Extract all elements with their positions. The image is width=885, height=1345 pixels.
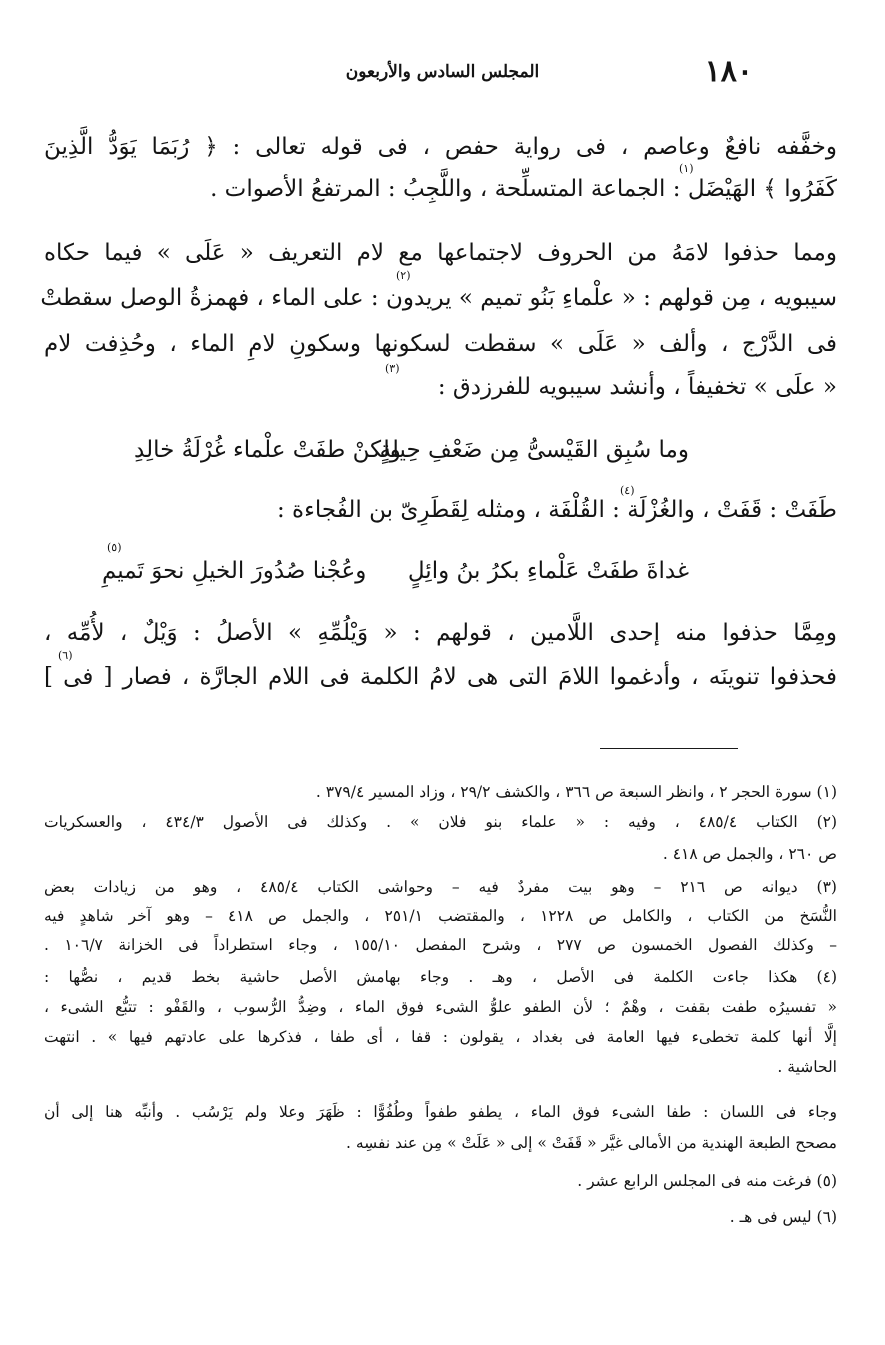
footnote-marker: (٢) (396, 269, 411, 282)
footnote-line: مصحح الطبعة الهندية من الأمالى غيَّر « قَفَتْ » إلى « عَلَتْ » مِن عند نفسِه . (346, 1134, 837, 1152)
footnote-marker: (٤) (620, 484, 635, 497)
footnote-line: (٥) فرغت منه فى المجلس الرابع عشر . (577, 1172, 837, 1190)
body-line: فى الدَّرْج ، وألف « عَلَى » سقطت لسكونها وسكونِ لامِ الماء ، وحُذِفت لام (44, 331, 837, 357)
footnote-line: الحاشية . (777, 1058, 837, 1076)
page-header (40, 52, 845, 92)
body-line: سيبويه ، مِن قولهم : « علْماءِ بَنُو تميم » يريدون : على الماء ، فهمزةُ الوصل سقطتْ (40, 285, 837, 311)
footnote-line: النُّسَخ من الكتاب ، والكامل ص ١٢٢٨ ، والمقتضب ٢٥١/١ ، والجمل ص ٤١٨ – وهو آخر شاهدٍ فيه (44, 907, 837, 925)
footnote-separator (600, 748, 738, 749)
verse-hemistich-right: غداةَ طفَتْ عَلْماءِ بكرُ بنُ وائِلٍ (407, 558, 689, 584)
body-line: وخفَّفه نافعٌ وعاصم ، فى رواية حفص ، فى قوله تعالى : ﴿ رُبَمَا يَوَدُّ الَّذِينَ (44, 134, 838, 160)
footnote-marker: (٣) (385, 362, 400, 375)
verse-hemistich-left: ولكنْ طفَتْ علْماء غُرْلَةُ خالِدِ (134, 437, 401, 463)
footnote-line: وجاء فى اللسان : طفا الشىء فوق الماء ، يطفو طفواً وطُفُوًّا : ظَهَرَ وعلا ولم يَرْسُب . وأنبِّه هنا إلى أن (44, 1103, 837, 1121)
footnote-line: – وكذلك الفصول الخمسون ص ٢٧٧ ، وشرح المفصل ١٥٥/١٠ ، وجاء استطراداً فى الخزانة ١٠٦/٧ . (44, 936, 837, 954)
footnote-marker: (٥) (107, 541, 122, 554)
page-number: ١٨٠ (704, 54, 753, 89)
footnote-line: (٣) ديوانه ص ٢١٦ – وهو بيت مفردٌ فيه – وحواشى الكتاب ٤٨٥/٤ ، وهو من زيادات بعض (44, 878, 837, 896)
footnote-line: إلَّا أنها كلمة تخطىء فيها العامة فى بغداد ، يقولون : قفا ، أى طفا ، فذكرها على عادتهم فيها » . انتهت (44, 1028, 837, 1046)
footnote-line: « تفسيرُه طفت بقفت ، وهْمٌ ؛ لأن الطفو علوُّ الشىء فوق الماء ، وضِدُّ الرُّسوب ، والقَفْو : تتبُّع الشىء ، (44, 998, 838, 1016)
verse-hemistich-left: وعُجْنا صُدُورَ الخيلِ نحوَ تَميمِ (102, 558, 367, 584)
verse-hemistich-right: وما سُبِق القَيْسىُّ مِن ضَعْفِ حِيلةٍ (379, 437, 689, 463)
footnote-line: (١) سورة الحجر ٢ ، وانظر السبعة ص ٣٦٦ ، والكشف ٢٩/٢ ، وزاد المسير ٣٧٩/٤ . (315, 783, 837, 801)
body-line: طَفَتْ : قَفَتْ ، والغُزْلَة : القُلْفَة ، ومثله لِقَطَرِىّ بن الفُجاءة : (277, 497, 837, 523)
body-line: فحذفوا تنوينَه ، وأدغموا اللامَ التى هى لامُ الكلمة فى اللام الجارَّة ، فصار [ فى ] (44, 664, 837, 690)
body-line: « علَى » تخفيفاً ، وأنشد سيبويه للفرزدق : (437, 374, 837, 400)
body-line: ومما حذفوا لامَهُ من الحروف لاجتماعها مع لام التعريف « عَلَى » فيما حكاه (44, 240, 837, 266)
footnote-line: ص ٢٦٠ ، والجمل ص ٤١٨ . (662, 845, 837, 863)
footnote-marker: (١) (679, 162, 694, 175)
body-line: كَفَرُوا ﴾ الهَيْضَل : الجماعة المتسلِّحة ، واللَّجِبُ : المرتفعُ الأصوات . (210, 176, 837, 202)
footnote-line: (٢) الكتاب ٤٨٥/٤ ، وفيه : « علماء بنو فلان » . وكذلك فى الأصول ٤٣٤/٣ ، والعسكريات (44, 813, 838, 831)
running-title: المجلس السادس والأربعون (345, 62, 540, 82)
body-line: ومِمَّا حذفوا منه إحدى اللَّامين ، قولهم : « وَيْلُمِّهِ » الأصلُ : وَيْلٌ ، لأُمِّه ، (44, 620, 837, 646)
footnote-marker: (٦) (58, 649, 73, 662)
footnote-line: (٦) ليس فى هـ . (729, 1208, 837, 1226)
footnote-line: (٤) هكذا جاءت الكلمة فى الأصل ، وهـ . وجاء بهامش الأصل حاشية بخط قديم ، نصُّها : (44, 968, 837, 986)
